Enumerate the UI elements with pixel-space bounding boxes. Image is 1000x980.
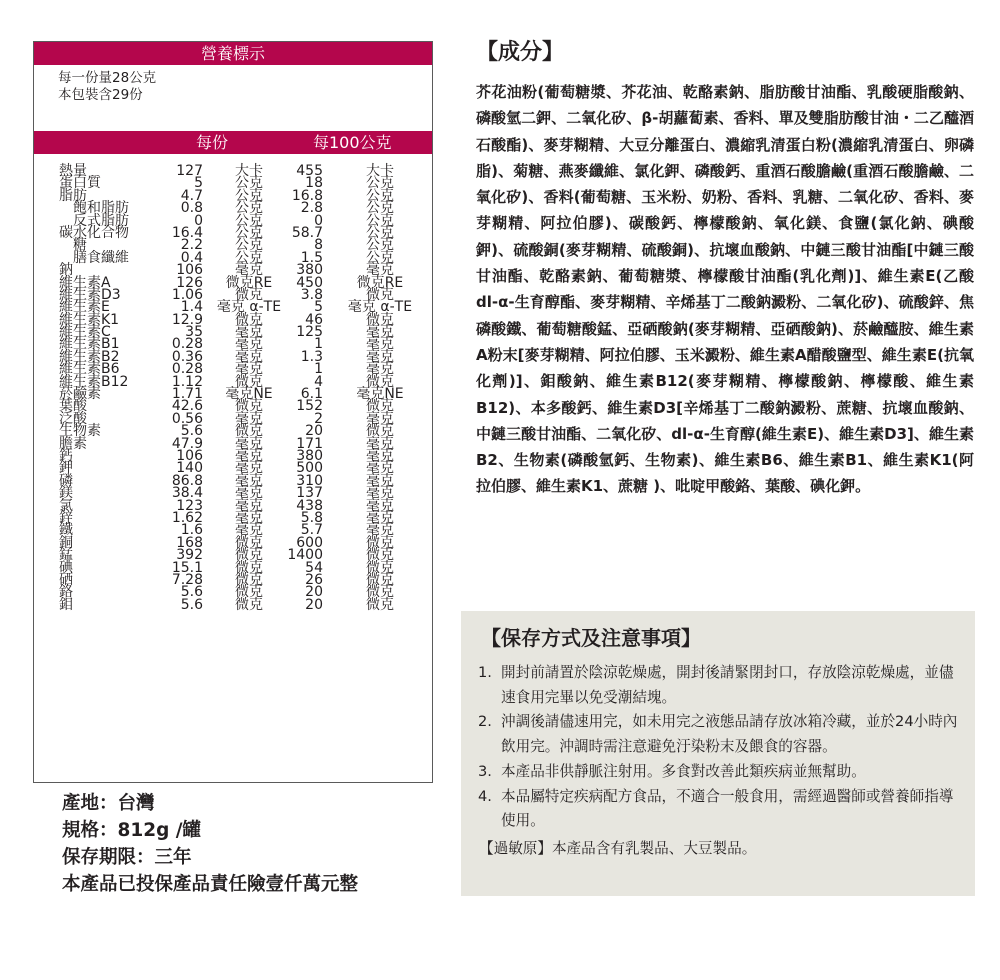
nutrient-name: 錳: [59, 547, 73, 564]
nutrient-name: 飽和脂肪: [59, 200, 129, 217]
per-100g-unit: 微克: [366, 596, 394, 613]
per-serving-value: 127: [176, 163, 203, 179]
per-100g-value: 1.3: [300, 348, 323, 365]
per-serving-value: 4.7: [180, 187, 203, 204]
storage-notes-box: [461, 611, 975, 896]
per-serving-unit: 微克: [235, 596, 263, 613]
per-serving-value: 5.6: [180, 596, 203, 613]
per-serving-unit: 毫克: [235, 447, 263, 464]
per-serving-unit: 公克: [235, 187, 263, 204]
per-100g-value: 20: [305, 596, 323, 613]
per-100g-value: 18: [305, 175, 323, 192]
per-serving-unit: 公克: [235, 249, 263, 266]
per-100g-unit: 毫克: [366, 324, 394, 341]
per-100g-value: 1: [314, 336, 323, 353]
nutrition-facts-panel: [33, 41, 433, 783]
per-serving-unit: 微克: [235, 584, 263, 601]
serving-size: 每一份量28公克: [58, 70, 157, 86]
per-serving-value: 38.4: [171, 485, 203, 502]
per-serving-value: 392: [176, 547, 203, 564]
storage-item-number: 3.: [478, 762, 492, 780]
per-100g-value: 5: [314, 299, 323, 316]
storage-title: 【保存方式及注意事項】: [481, 626, 701, 650]
per-serving-unit: 毫克: [235, 472, 263, 489]
nutrient-name: 菸鹼素: [59, 386, 101, 403]
per-100g-unit: 毫克: [366, 497, 394, 514]
per-serving-unit: 公克: [235, 175, 263, 192]
nutrient-name: 鉀: [59, 460, 73, 477]
nutrient-name: 維生素E: [59, 299, 110, 316]
per-serving-unit: 微克: [235, 286, 263, 303]
storage-item: [476, 785, 961, 834]
nutrient-name: 碘: [59, 559, 73, 576]
per-serving-unit: 毫克NE: [225, 386, 273, 403]
per-serving-value: 1.62: [171, 509, 203, 526]
per-100g-value: 600: [296, 534, 323, 551]
per-serving-unit: 毫克: [235, 262, 263, 279]
per-100g-header: 每100公克: [313, 133, 392, 152]
per-100g-value: 16.8: [291, 187, 323, 204]
nutrient-name: 維生素D3: [59, 286, 121, 303]
per-100g-unit: 毫克: [366, 336, 394, 353]
per-100g-unit: 毫克: [366, 472, 394, 489]
nutrient-name: 維生素B2: [59, 348, 120, 365]
per-serving-unit: 毫克: [235, 435, 263, 452]
servings-per-pack: 本包裝含29份: [58, 87, 143, 103]
per-serving-value: 5: [194, 175, 203, 192]
per-serving-value: 5.6: [180, 584, 203, 601]
per-serving-unit: 微克RE: [225, 274, 273, 291]
per-100g-unit: 微克: [366, 559, 394, 576]
per-100g-value: 152: [296, 398, 323, 415]
ingredients-text: 芥花油粉(葡萄糖漿、芥花油、乾酪素鈉、脂肪酸甘油酯、乳酸硬脂酸鈉、磷酸氫二鉀、二氧化矽、β-胡蘿蔔素、香料、單及雙脂肪酸甘油・二乙醯酒石酸酯)、麥芽糊精、大豆分離蛋白、濃縮乳清蛋白粉(濃縮乳清蛋白、卵磷脂)、菊糖、燕麥纖維、氯化鉀、磷酸鈣、重酒石酸膽鹼(重酒石酸膽鹼、二氧化矽)、香料(葡萄糖、玉米粉、奶粉、香料、乳糖、二氧化矽、香料、麥芽糊精、阿拉伯膠)、碳酸鈣、檸檬酸鈉、氧化鎂、食鹽(氯化鈉、碘酸鉀)、硫酸銅(麥芽糊精、硫酸銅)、抗壞血酸鈉、中鏈三酸甘油酯[中鏈三酸甘油酯、乾酪素鈉、葡萄糖漿、檸檬酸甘油酯(乳化劑)]、維生素E(乙酸 dl-α-生育醇酯、麥芽糊精、辛烯基丁二酸鈉澱粉、二氧化矽)、硫酸鋅、焦磷酸鐵、葡萄糖酸錳、亞硒酸鈉(麥芽糊精、亞硒酸鈉)、菸鹼醯胺、維生素A粉末[麥芽糊精、阿拉伯膠、玉米澱粉、維生素A醋酸鹽型、維生素E(抗氧化劑)]、鉬酸鈉、維生素B12(麥芽糊精、檸檬酸鈉、檸檬酸、維生素 B12)、本多酸鈣、維生素D3[辛烯基丁二酸鈉澱粉、蔗糖、抗壞血酸鈉、中鏈三酸甘油酯、二氧化矽、dl-α-生育醇(維生素E)、維生素D3]、維生素B2、生物素(磷酸氫鈣、生物素)、維生素B6、維生素B1、維生素K1(阿拉伯膠、維生素K1、蔗糖 )、吡啶甲酸鉻、葉酸、碘化鉀。: [476, 83, 974, 496]
per-100g-value: 125: [296, 324, 323, 341]
per-100g-unit: 公克: [366, 237, 394, 254]
per-100g-unit: 毫克: [366, 460, 394, 477]
per-serving-value: 5.6: [180, 423, 203, 440]
per-100g-value: 1: [314, 361, 323, 378]
per-serving-unit: 毫克: [235, 348, 263, 365]
per-serving-value: 106: [176, 262, 203, 279]
per-serving-value: 168: [176, 534, 203, 551]
per-serving-unit: 公克: [235, 200, 263, 217]
per-100g-unit: 毫克 α-TE: [347, 299, 413, 316]
per-100g-unit: 微克: [366, 534, 394, 551]
product-info: [62, 790, 358, 898]
per-100g-unit: 毫克: [366, 509, 394, 526]
per-serving-value: 0.8: [180, 200, 203, 217]
per-100g-value: 46: [305, 311, 323, 328]
per-serving-value: 42.6: [171, 398, 203, 415]
per-100g-value: 380: [296, 262, 323, 279]
per-100g-unit: 微克: [366, 373, 394, 390]
nutrient-name: 維生素C: [59, 324, 111, 341]
per-serving-unit: 微克: [235, 311, 263, 328]
nutrient-name: 糖: [59, 237, 87, 254]
per-serving-unit: 毫克: [235, 509, 263, 526]
nutrient-name: 維生素B12: [59, 373, 129, 390]
nutrient-name: 生物素: [59, 423, 101, 440]
per-100g-value: 500: [296, 460, 323, 477]
storage-item-text: 本品屬特定疾病配方食品，不適合一般食用，需經過醫師或營養師指導使用。: [501, 787, 954, 830]
per-serving-value: 2.2: [180, 237, 203, 254]
per-serving-value: 12.9: [171, 311, 203, 328]
nutrient-name: 維生素B1: [59, 336, 120, 353]
per-serving-unit: 微克: [235, 547, 263, 564]
per-serving-unit: 毫克: [235, 361, 263, 378]
per-serving-value: 86.8: [171, 472, 203, 489]
nutrient-name: 維生素K1: [59, 311, 120, 328]
per-serving-value: 0.28: [171, 336, 203, 353]
per-100g-value: 380: [296, 447, 323, 464]
per-100g-unit: 毫克: [366, 485, 394, 502]
nutrient-name: 鐵: [59, 522, 73, 539]
per-100g-value: 450: [296, 274, 323, 291]
nutrient-name: 銅: [59, 534, 73, 551]
per-serving-unit: 微克: [235, 559, 263, 576]
per-100g-value: 26: [305, 571, 323, 588]
per-serving-unit: 微克: [235, 373, 263, 390]
per-serving-value: 1.6: [180, 522, 203, 539]
per-serving-value: 106: [176, 447, 203, 464]
per-100g-value: 58.7: [291, 224, 323, 241]
per-serving-value: 1.12: [171, 373, 203, 390]
per-serving-value: 0.28: [171, 361, 203, 378]
storage-list: [476, 661, 961, 834]
per-100g-unit: 公克: [366, 224, 394, 241]
per-100g-value: 137: [296, 485, 323, 502]
nutrient-name: 氯: [59, 497, 73, 514]
per-serving-unit: 毫克: [235, 324, 263, 341]
per-serving-value: 0: [194, 212, 203, 229]
insurance-note: 本產品已投保產品責任險壹仟萬元整: [62, 874, 359, 895]
per-100g-unit: 毫克: [366, 447, 394, 464]
per-100g-value: 4: [314, 373, 323, 390]
per-100g-value: 3.8: [300, 286, 323, 303]
per-serving-header: 每份: [196, 133, 229, 152]
serving-info: [34, 65, 432, 131]
per-100g-unit: 毫克: [366, 262, 394, 279]
per-serving-unit: 微克: [235, 534, 263, 551]
per-serving-value: 0.36: [171, 348, 203, 365]
nutrition-column-header: [34, 131, 432, 154]
storage-item-number: 4.: [478, 787, 492, 805]
per-100g-unit: 微克: [366, 398, 394, 415]
nutrition-rows: [34, 154, 432, 611]
per-100g-value: 6.1: [300, 386, 323, 403]
per-serving-value: 7.28: [171, 571, 203, 588]
per-serving-value: 140: [176, 460, 203, 477]
per-100g-unit: 公克: [366, 200, 394, 217]
per-serving-unit: 毫克: [235, 522, 263, 539]
per-100g-value: 2.8: [300, 200, 323, 217]
nutrient-name: 泛酸: [59, 410, 87, 427]
per-serving-value: 1.06: [171, 286, 203, 303]
per-serving-unit: 毫克: [235, 410, 263, 427]
per-serving-value: 16.4: [171, 224, 203, 241]
nutrition-row: [34, 596, 432, 613]
per-100g-value: 438: [296, 497, 323, 514]
per-serving-value: 126: [176, 274, 203, 291]
per-100g-unit: 公克: [366, 212, 394, 229]
nutrition-title: 營養標示: [34, 42, 432, 65]
per-100g-unit: 公克: [366, 249, 394, 266]
nutrient-name: 鎂: [59, 485, 73, 502]
storage-item-text: 本產品非供靜脈注射用。多食對改善此類疾病並無幫助。: [501, 762, 866, 780]
nutrient-name: 反式脂肪: [59, 212, 129, 229]
storage-item-number: 2.: [478, 713, 492, 731]
per-100g-value: 1400: [287, 547, 323, 564]
per-100g-unit: 微克: [366, 423, 394, 440]
per-serving-unit: 公克: [235, 224, 263, 241]
per-100g-value: 5.7: [300, 522, 323, 539]
per-serving-value: 0.4: [180, 249, 203, 266]
per-serving-unit: 大卡: [235, 163, 263, 179]
per-100g-unit: 公克: [366, 187, 394, 204]
per-100g-unit: 微克: [366, 286, 394, 303]
nutrient-name: 維生素B6: [59, 361, 120, 378]
per-100g-unit: 微克: [366, 547, 394, 564]
per-serving-value: 47.9: [171, 435, 203, 452]
per-serving-unit: 微克: [235, 398, 263, 415]
per-serving-unit: 毫克: [235, 485, 263, 502]
per-100g-value: 455: [296, 163, 323, 179]
per-100g-value: 310: [296, 472, 323, 489]
storage-item: [476, 760, 961, 785]
per-serving-value: 35: [185, 324, 203, 341]
storage-item-text: 開封前請置於陰涼乾燥處，開封後請緊閉封口，存放陰涼乾燥處，並儘速食用完畢以免受潮結塊。: [501, 664, 954, 706]
origin: 產地：台灣: [62, 793, 155, 814]
nutrient-name: 鉻: [59, 584, 73, 601]
per-100g-value: 0: [314, 212, 323, 229]
per-serving-value: 0.56: [171, 410, 203, 427]
nutrient-name: 鈉: [59, 262, 73, 279]
per-100g-unit: 微克: [366, 584, 394, 601]
nutrient-name: 蛋白質: [59, 175, 101, 192]
per-100g-unit: 毫克NE: [356, 386, 404, 403]
storage-item: [476, 710, 961, 759]
nutrient-name: 硒: [59, 571, 73, 588]
per-100g-unit: 微克RE: [356, 274, 404, 291]
ingredients-title: 【成分】: [476, 40, 565, 65]
nutrient-name: 鋅: [59, 509, 73, 526]
per-serving-unit: 公克: [235, 237, 263, 254]
per-serving-unit: 微克: [235, 571, 263, 588]
per-100g-value: 20: [305, 423, 323, 440]
nutrient-name: 鉬: [59, 596, 73, 613]
nutrient-name: 脂肪: [59, 187, 87, 204]
storage-item-number: 1.: [478, 664, 492, 681]
per-100g-unit: 毫克: [366, 410, 394, 427]
nutrient-name: 葉酸: [59, 398, 87, 415]
spec: 規格：812g /罐: [62, 820, 202, 841]
per-100g-value: 2: [314, 410, 323, 427]
per-100g-value: 171: [296, 435, 323, 452]
storage-item: [476, 661, 961, 710]
per-100g-unit: 微克: [366, 571, 394, 588]
per-serving-unit: 微克: [235, 423, 263, 440]
per-serving-value: 1.4: [180, 299, 203, 316]
nutrient-name: 維生素A: [59, 274, 111, 291]
nutrient-name: 膳食纖維: [59, 249, 129, 266]
per-100g-value: 8: [314, 237, 323, 254]
per-100g-value: 20: [305, 584, 323, 601]
nutrient-name: 膽素: [59, 435, 87, 452]
per-serving-unit: 毫克: [235, 497, 263, 514]
per-100g-unit: 毫克: [366, 435, 394, 452]
nutrient-name: 碳水化合物: [59, 224, 129, 241]
per-100g-value: 1.5: [300, 249, 323, 266]
shelf-life: 保存期限：三年: [62, 847, 192, 868]
per-100g-unit: 微克: [366, 311, 394, 328]
nutrient-name: 磷: [59, 472, 73, 489]
per-100g-unit: 毫克: [366, 361, 394, 378]
allergen-note: 【過敏原】本產品含有乳製品、大豆製品。: [479, 839, 757, 857]
per-serving-unit: 毫克: [235, 336, 263, 353]
per-serving-value: 15.1: [171, 559, 203, 576]
storage-item-text: 沖調後請儘速用完，如未用完之液態品請存放冰箱冷藏，並於24小時內飲用完。沖調時需注意避免汙染粉末及餵食的容器。: [501, 713, 958, 756]
per-100g-value: 54: [305, 559, 323, 576]
per-100g-unit: 毫克: [366, 348, 394, 365]
per-serving-unit: 公克: [235, 212, 263, 229]
per-serving-value: 1.71: [171, 386, 203, 403]
per-100g-unit: 公克: [366, 175, 394, 192]
per-100g-value: 5.8: [300, 509, 323, 526]
nutrient-name: 熱量: [59, 163, 87, 179]
per-serving-unit: 毫克 α-TE: [216, 299, 282, 316]
per-100g-unit: 毫克: [366, 522, 394, 539]
per-100g-unit: 大卡: [366, 163, 394, 179]
per-serving-unit: 毫克: [235, 460, 263, 477]
nutrient-name: 鈣: [59, 447, 73, 464]
per-serving-value: 123: [176, 497, 203, 514]
